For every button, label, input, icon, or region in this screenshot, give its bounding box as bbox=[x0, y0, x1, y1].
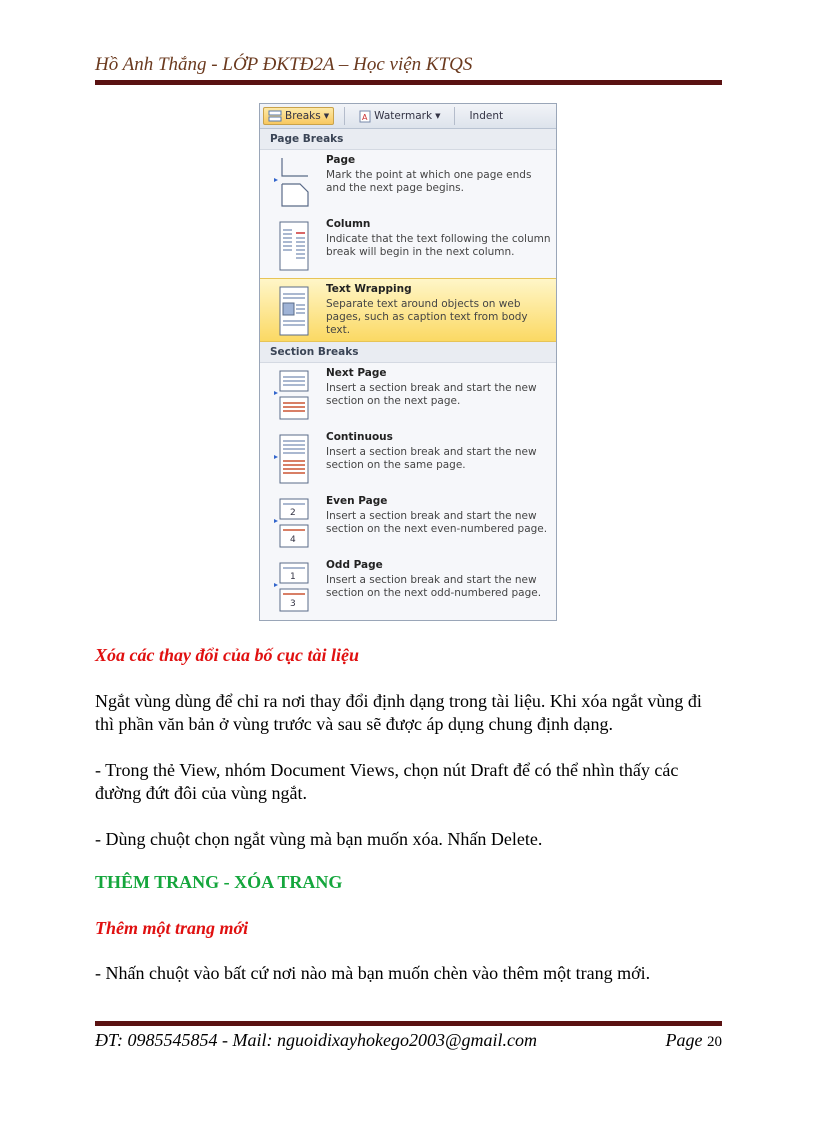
menu-item-title: Next Page bbox=[326, 367, 387, 379]
menu-item-continuous[interactable] bbox=[260, 427, 556, 491]
watermark-button[interactable] bbox=[355, 108, 444, 125]
breaks-label: Breaks bbox=[285, 110, 321, 122]
footer-contact: ĐT: 0985545854 - Mail: nguoidixayhokego2003@gmail.com bbox=[95, 1030, 538, 1050]
menu-item-description: Mark the point at which one page ends and the next page begins. bbox=[326, 169, 532, 194]
paragraph-click-insert: - Nhấn chuột vào bất cứ nơi nào mà bạn muốn chèn vào thêm một trang mới. bbox=[95, 963, 651, 983]
menu-item-title: Continuous bbox=[326, 431, 393, 443]
menu-item-column[interactable] bbox=[260, 214, 556, 278]
paragraph-delete-break: - Dùng chuột chọn ngắt vùng mà bạn muốn xóa. Nhấn Delete. bbox=[95, 829, 543, 849]
watermark-icon bbox=[359, 110, 371, 123]
odd-page-break-icon bbox=[274, 561, 312, 613]
odd-page-next-badge: 3 bbox=[290, 599, 296, 609]
footer-page-label: Page bbox=[665, 1030, 703, 1050]
footer-page-number: 20 bbox=[707, 1034, 722, 1050]
menu-item-next-page[interactable] bbox=[260, 363, 556, 427]
svg-text:A: A bbox=[362, 112, 368, 122]
menu-item-description: Insert a section break and start the new section on the next odd-numbered page. bbox=[326, 574, 542, 599]
page-header: Hồ Anh Thắng - LỚP ĐKTĐ2A – Học viện KTQS bbox=[95, 54, 473, 75]
column-break-icon bbox=[274, 220, 312, 272]
breaks-icon bbox=[268, 110, 282, 122]
menu-item-even-page[interactable] bbox=[260, 491, 556, 555]
header-rule bbox=[95, 80, 722, 85]
menu-item-odd-page[interactable] bbox=[260, 555, 556, 619]
next-page-break-icon bbox=[274, 369, 312, 421]
menu-item-title: Column bbox=[326, 218, 371, 230]
menu-item-description: Insert a section break and start the new section on the same page. bbox=[326, 446, 537, 471]
watermark-label: Watermark bbox=[374, 110, 433, 122]
menu-item-description: Indicate that the text following the column break will begin in the next column. bbox=[326, 233, 551, 258]
ribbon-toolbar bbox=[260, 104, 556, 129]
indent-label: Indent bbox=[469, 110, 504, 122]
breaks-button[interactable] bbox=[263, 107, 334, 125]
menu-item-description: Insert a section break and start the new section on the next page. bbox=[326, 382, 537, 407]
text-wrapping-icon bbox=[274, 285, 312, 337]
even-page-badge: 2 bbox=[290, 508, 296, 518]
indent-button[interactable] bbox=[465, 108, 507, 124]
chevron-down-icon: ▼ bbox=[435, 112, 441, 120]
footer-rule bbox=[95, 1021, 722, 1026]
menu-item-title: Odd Page bbox=[326, 559, 383, 571]
section-breaks-heading: Section Breaks bbox=[260, 342, 556, 363]
heading-add-remove-page: THÊM TRANG - XÓA TRANG bbox=[95, 872, 343, 892]
heading-remove-layout-changes: Xóa các thay đổi của bố cục tài liệu bbox=[95, 645, 359, 665]
menu-item-description: Insert a section break and start the new section on the next even-numbered page. bbox=[326, 510, 548, 535]
menu-item-description: Separate text around objects on web pages, such as caption text from body text. bbox=[326, 298, 528, 336]
paragraph-draft-view: - Trong thẻ View, nhóm Document Views, chọn nút Draft để có thể nhìn thấy các đường đứt đôi của vùng ngắt. bbox=[95, 760, 679, 803]
paragraph-section-break-intro: Ngắt vùng dùng để chỉ ra nơi thay đổi định dạng trong tài liệu. Khi xóa ngắt vùng đi thì phần văn bản ở vùng trước và sau sẽ được áp dụng chung định dạng. bbox=[95, 691, 702, 734]
odd-page-badge: 1 bbox=[290, 572, 296, 582]
menu-item-text-wrapping[interactable] bbox=[260, 278, 556, 342]
even-page-next-badge: 4 bbox=[290, 535, 296, 545]
page-break-icon bbox=[274, 156, 312, 208]
toolbar-separator bbox=[344, 107, 345, 125]
page-breaks-heading: Page Breaks bbox=[260, 129, 556, 150]
page-footer bbox=[95, 1030, 722, 1051]
menu-item-title: Text Wrapping bbox=[326, 283, 412, 295]
menu-item-page[interactable] bbox=[260, 150, 556, 214]
menu-item-title: Even Page bbox=[326, 495, 388, 507]
chevron-down-icon: ▼ bbox=[323, 112, 330, 120]
continuous-break-icon bbox=[274, 433, 312, 485]
breaks-menu-screenshot bbox=[259, 103, 557, 621]
even-page-break-icon bbox=[274, 497, 312, 549]
menu-item-title: Page bbox=[326, 154, 356, 166]
heading-add-new-page: Thêm một trang mới bbox=[95, 918, 249, 938]
toolbar-separator bbox=[454, 107, 455, 125]
